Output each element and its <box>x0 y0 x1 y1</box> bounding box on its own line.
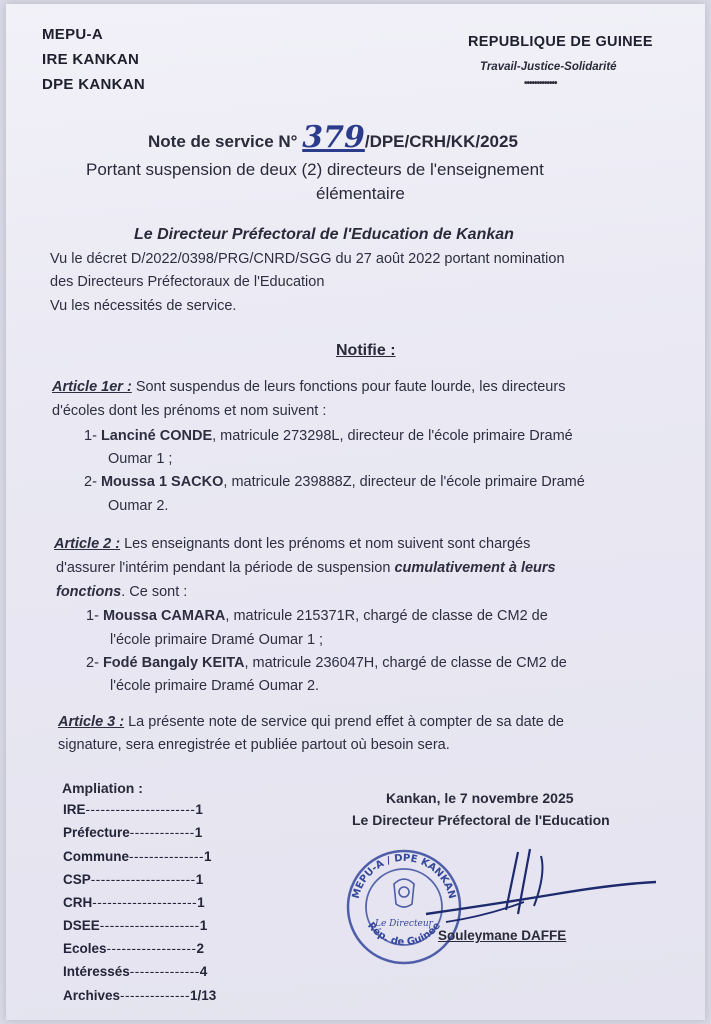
stars-divider: ••••••••••••• <box>524 78 557 89</box>
article3-line1 <box>58 714 564 730</box>
ampliation-count: 1 <box>195 872 204 887</box>
ampliation-label: CRH <box>63 895 93 910</box>
ampliation-count: 1 <box>197 895 205 910</box>
article1-item2 <box>84 474 585 490</box>
ampliation-count: 4 <box>199 964 208 979</box>
subtitle-line1: Portant suspension de deux (2) directeurs de l'enseignement <box>86 160 544 179</box>
person-details: , matricule 273298L, directeur de l'école primaire Dramé <box>212 428 573 444</box>
ampliation-dashes: ------------------ <box>106 941 197 956</box>
ampliation-dashes: --------------- <box>129 849 204 864</box>
consideration-line3: Vu les nécessités de service. <box>50 298 237 314</box>
item-number: 1- <box>84 428 97 444</box>
article1-text-line1: Sont suspendus de leurs fonctions pour faute lourde, les directeurs <box>131 379 566 395</box>
header-left-line1: MEPU-A <box>42 26 103 43</box>
ampliation-label: Archives <box>63 988 121 1003</box>
item-number: 1- <box>86 608 99 624</box>
article3-label: Article 3 : <box>58 714 125 730</box>
person-name: Moussa CAMARA <box>102 608 226 624</box>
ampliation-dashes: --------------------- <box>92 895 198 910</box>
document-page <box>6 4 705 1020</box>
ampliation-dashes: -------------- <box>129 964 200 979</box>
article3-line2: signature, sera enregistrée et publiée partout où besoin sera. <box>58 737 450 753</box>
article2-line2 <box>56 560 556 576</box>
header-left-line2: IRE KANKAN <box>42 51 140 68</box>
ampliation-row <box>63 918 207 933</box>
ampliation-dashes: -------------- <box>120 988 190 1003</box>
ampliation-label: IRE <box>63 802 86 817</box>
article1-line2: d'écoles dont les prénoms et nom suivent : <box>52 403 327 419</box>
ampliation-count: 2 <box>196 941 204 956</box>
country-name: REPUBLIQUE DE GUINEE <box>468 34 653 50</box>
title-prefix: Note de service N° <box>148 132 298 151</box>
ampliation-row <box>63 825 202 840</box>
item-number: 2- <box>86 655 99 671</box>
authority-heading: Le Directeur Préfectoral de l'Education de Kankan <box>134 226 514 243</box>
article2-emphasis-cont: fonctions <box>56 584 122 600</box>
article1-item1 <box>84 428 573 444</box>
ampliation-row <box>63 802 203 817</box>
person-details: , matricule 239888Z, directeur de l'école primaire Dramé <box>223 474 585 490</box>
ampliation-row <box>63 988 216 1003</box>
person-details: , matricule 236047H, chargé de classe de CM2 de <box>244 655 567 671</box>
ampliation-count: 1 <box>199 918 208 933</box>
handwritten-number: 379 <box>302 120 365 155</box>
consideration-line2: des Directeurs Préfectoraux de l'Education <box>50 274 325 290</box>
ampliation-label: Ecoles <box>63 941 107 956</box>
article2-line3 <box>56 584 187 600</box>
ampliation-label: CSP <box>63 872 91 887</box>
article2-text-line1: Les enseignants dont les prénoms et nom suivent sont chargés <box>120 536 531 552</box>
notifie-heading: Notifie : <box>336 342 396 359</box>
stamp-bottom-text: Rép. de Guinée <box>365 920 443 949</box>
signatory-name: Souleymane DAFFE <box>438 928 567 943</box>
article2-item2-cont: l'école primaire Dramé Oumar 2. <box>110 678 320 694</box>
ampliation-dashes: --------------------- <box>90 872 196 887</box>
ampliation-dashes: ------------- <box>129 825 195 840</box>
person-details: , matricule 215371R, chargé de classe de CM2 de <box>225 608 548 624</box>
article2-text-line2: d'assurer l'intérim pendant la période de suspension <box>56 560 395 576</box>
person-name: Moussa 1 SACKO <box>100 474 224 490</box>
article3-text-line1: La présente note de service qui prend effet à compter de sa date de <box>124 714 564 730</box>
person-name: Fodé Bangaly KEITA <box>102 655 245 671</box>
ampliation-count: 1 <box>203 849 212 864</box>
document-title <box>148 120 518 155</box>
person-name: Lanciné CONDE <box>100 428 213 444</box>
subtitle-line2: élémentaire <box>316 184 405 203</box>
article1-label: Article 1er : <box>52 379 132 395</box>
ampliation-label: DSEE <box>63 918 100 933</box>
place-date: Kankan, le 7 novembre 2025 <box>386 790 574 806</box>
ampliation-count: 1/13 <box>190 988 217 1003</box>
article2-emphasis: cumulativement à leurs <box>394 560 556 576</box>
ampliation-row <box>63 849 211 864</box>
ampliation-count: 1 <box>195 802 203 817</box>
country-motto: Travail-Justice-Solidarité <box>480 61 617 73</box>
ampliation-label: Intéressés <box>63 964 130 979</box>
stamp-center-text: Le Directeur <box>375 919 433 929</box>
article2-line1 <box>54 536 530 552</box>
ampliation-dashes: ---------------------- <box>85 802 196 817</box>
article1-item2-cont: Oumar 2. <box>108 498 169 514</box>
ampliation-count: 1 <box>194 825 203 840</box>
article1-line1 <box>52 379 565 395</box>
ampliation-row <box>63 895 205 910</box>
ampliation-label: Préfecture <box>63 825 130 840</box>
item-number: 2- <box>84 474 97 490</box>
header-left-line3: DPE KANKAN <box>42 76 146 93</box>
ampliation-row <box>63 964 207 979</box>
ampliation-label: Commune <box>63 849 130 864</box>
ampliation-row <box>63 941 204 956</box>
consideration-line1: Vu le décret D/2022/0398/PRG/CNRD/SGG du 27 août 2022 portant nomination <box>50 251 565 267</box>
article2-label: Article 2 : <box>54 536 121 552</box>
stamp-top-text: MEPU-A / DPE KANKAN <box>350 852 458 900</box>
article2-item1-cont: l'école primaire Dramé Oumar 1 ; <box>110 632 324 648</box>
article2-item1 <box>86 608 548 624</box>
ampliation-dashes: -------------------- <box>99 918 200 933</box>
article2-item2 <box>86 655 567 671</box>
signatory-role: Le Directeur Préfectoral de l'Education <box>352 812 610 828</box>
article1-item1-cont: Oumar 1 ; <box>108 451 173 467</box>
ampliation-row <box>63 872 203 887</box>
ampliation-title: Ampliation : <box>62 780 143 796</box>
title-suffix: /DPE/CRH/KK/2025 <box>364 132 518 151</box>
article2-text-line3: . Ce sont : <box>121 584 188 600</box>
